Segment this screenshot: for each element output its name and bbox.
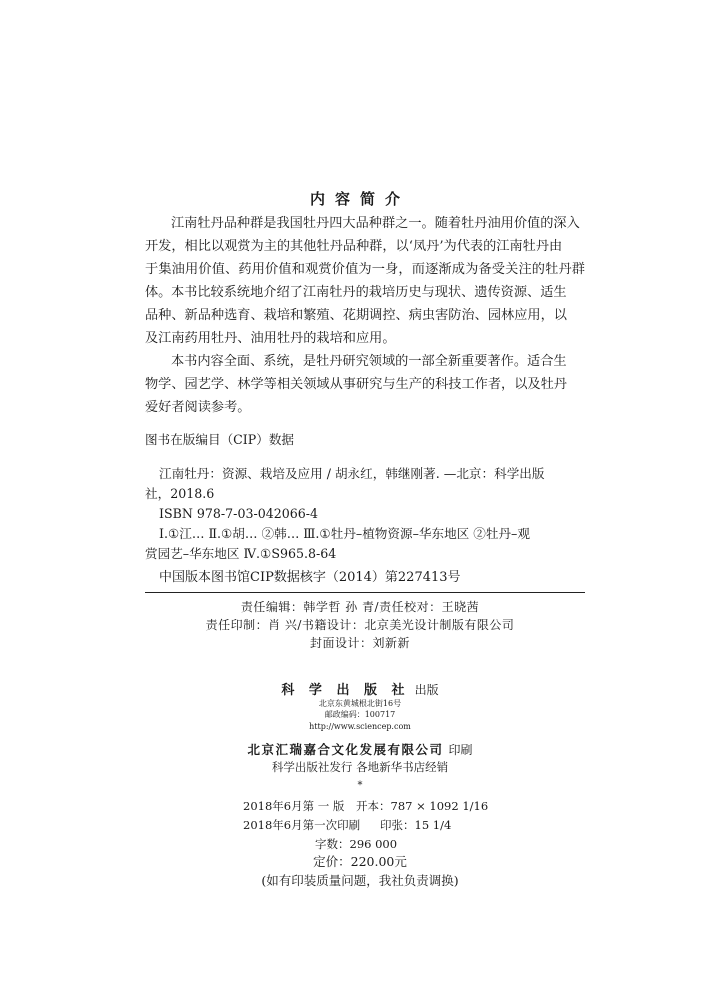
publisher-website: http://www.sciencep.com (309, 722, 411, 731)
text-line: 爱好者阅读参考。 (145, 400, 251, 415)
word-count: 字数：296 000 (315, 837, 398, 851)
cover-design-line: 封面设计：刘新新 (309, 636, 410, 650)
text-line: 物学、园艺学、林学等相关领域从事研究与生产的科技工作者，以及牡丹 (145, 377, 567, 392)
separator-star: * (357, 780, 363, 791)
publisher-address: 北京东黄城根北街16号 (318, 699, 402, 708)
price: 定价：220.00元 (313, 854, 407, 869)
printer-name: 北京汇瑞嘉合文化发展有限公司 (247, 742, 444, 757)
cip-entry-line: 江南牡丹：资源、栽培及应用 / 胡永红，韩继刚著. —北京：科学出版 (159, 466, 545, 481)
summary-paragraph-3 (145, 350, 585, 419)
sheets: 印张：15 1/4 (380, 818, 452, 832)
publisher-suffix: 出版 (414, 683, 439, 697)
text-line: 及江南药用牡丹、油用牡丹的栽培和应用。 (145, 331, 396, 346)
printer-line (0, 739, 720, 758)
text-line: 开发，相比以观赏为主的其他牡丹品种群，以‘凤丹’为代表的江南牡丹由 (145, 239, 563, 254)
first-print: 2018年6月第一次印刷 (243, 818, 361, 832)
text-line: 本书内容全面、系统，是牡丹研究领域的一部全新重要著作。适合生 (171, 354, 567, 369)
divider (145, 592, 585, 593)
classification-line: 赏园艺–华东地区 Ⅳ.①S965.8-64 (145, 546, 337, 561)
classification (145, 524, 585, 564)
quality-note: (如有印装质量问题，我社负责调换) (261, 873, 459, 888)
first-edition: 2018年6月第 一 版 (243, 799, 345, 813)
format: 开本：787 × 1092 1/16 (356, 799, 489, 813)
printer-suffix: 印刷 (448, 743, 473, 757)
cip-heading: 图书在版编目（CIP）数据 (145, 432, 295, 447)
printing-design-line: 责任印制：肖 兴/书籍设计：北京美光设计制版有限公司 (205, 618, 515, 632)
publisher-line (0, 679, 720, 698)
text-line: 江南牡丹品种群是我国牡丹四大品种群之一。随着牡丹油用价值的深入 (171, 216, 580, 231)
publisher-postcode: 邮政编码：100717 (324, 710, 396, 719)
editors-line: 责任编辑：韩学哲 孙 青/责任校对：王晓茜 (240, 600, 480, 614)
cip-entry-line: 社，2018.6 (145, 486, 215, 501)
text-line: 品种、新品种选育、栽培和繁殖、花期调控、病虫害防治、园林应用，以 (145, 308, 567, 323)
publisher-name: 科 学 出 版 社 (281, 683, 410, 698)
summary-paragraph-2 (145, 281, 585, 350)
summary-title: 内容简介 (309, 190, 410, 208)
text-line: 本书比较系统地介绍了江南牡丹的栽培历史与现状、遗传资源、适生 (171, 285, 567, 300)
text-line: 于集油用价值、药用价值和观赏价值为一身，而逐渐成为备受关注的牡丹群体。 (145, 262, 585, 300)
cip-number: 中国版本图书馆CIP数据核字（2014）第227413号 (159, 570, 461, 585)
cip-entry (145, 464, 585, 504)
classification-line: Ⅰ.①江… Ⅱ.①胡… ②韩… Ⅲ.①牡丹–植物资源–华东地区 ②牡丹–观 (159, 526, 530, 541)
distribution: 科学出版社发行 各地新华书店经销 (271, 760, 449, 774)
isbn: ISBN 978-7-03-042066-4 (159, 506, 319, 521)
